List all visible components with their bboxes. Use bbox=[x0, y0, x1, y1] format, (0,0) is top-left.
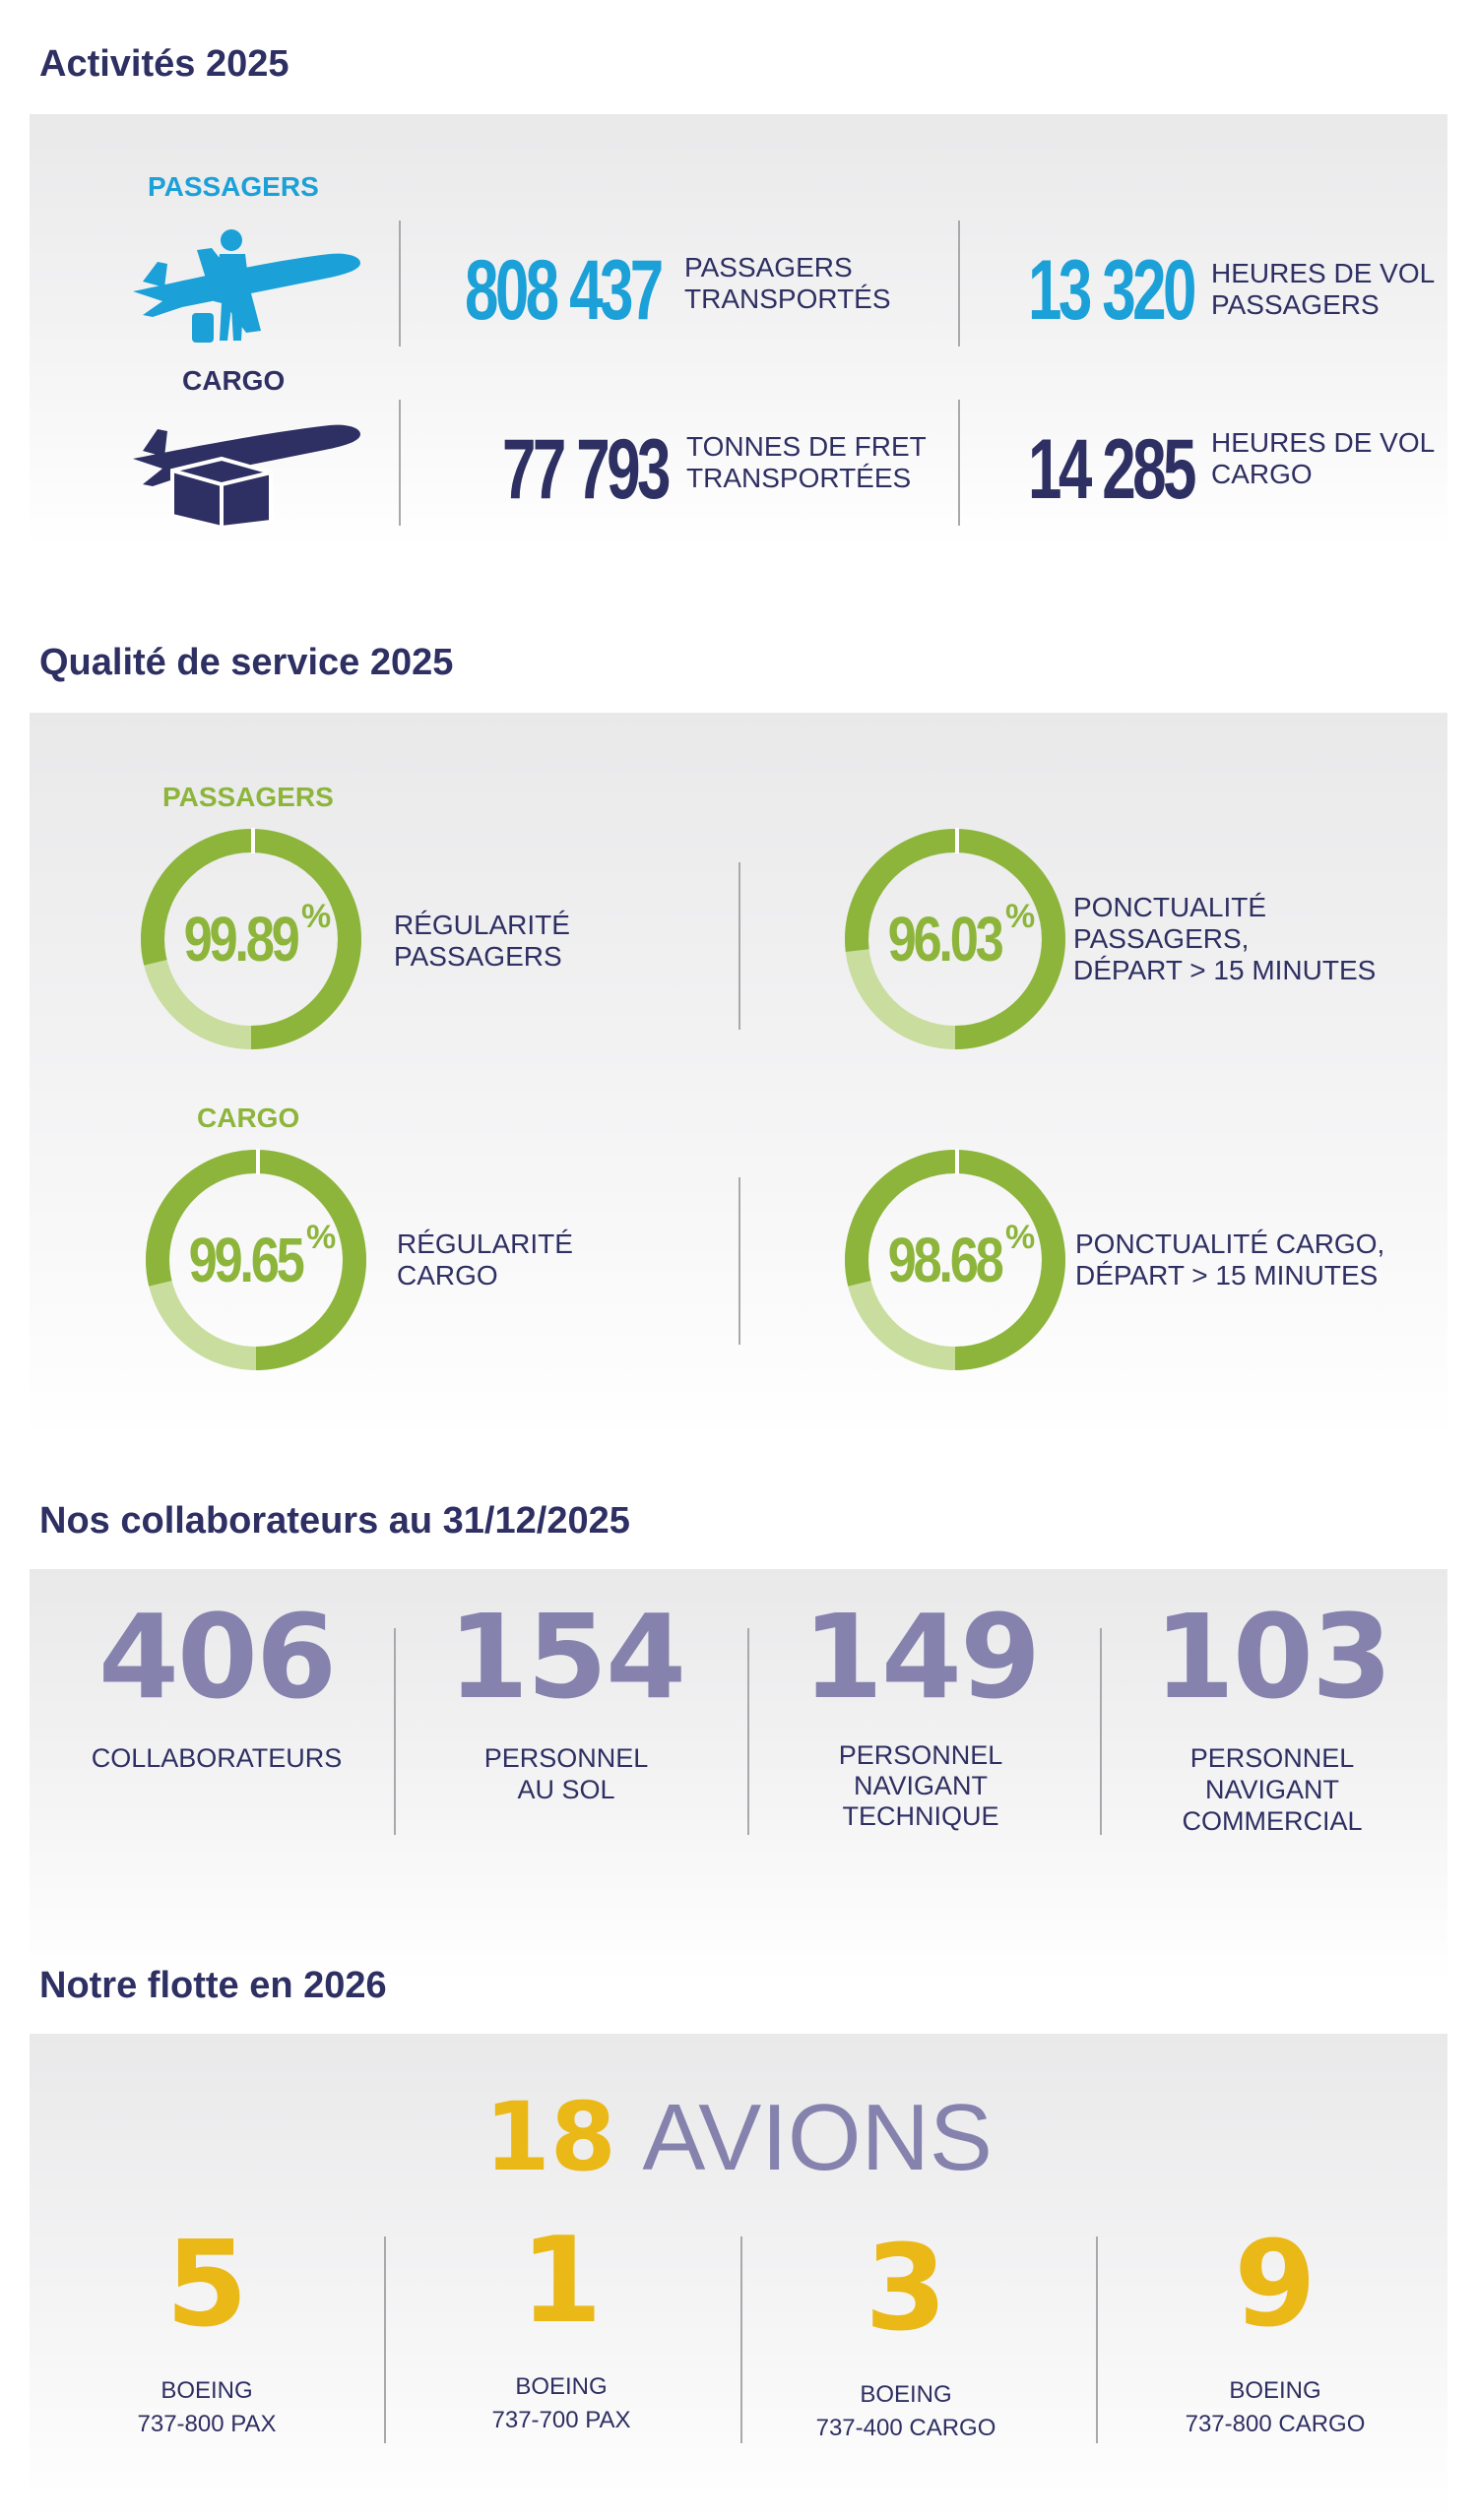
flotte-title: Notre flotte en 2026 bbox=[39, 1965, 387, 2006]
ponctualite-cargo-label: PONCTUALITÉ CARGO, DÉPART > 15 MINUTES bbox=[1075, 1228, 1385, 1291]
collab-label-pnc: PERSONNEL NAVIGANT COMMERCIAL bbox=[1182, 1743, 1363, 1836]
fleet-label-738cargo: BOEING 737-800 CARGO bbox=[1185, 2377, 1366, 2437]
collaborateurs-panel bbox=[30, 1569, 1447, 1983]
regularite-passagers-label: RÉGULARITÉ PASSAGERS bbox=[394, 910, 570, 972]
ponctualite-passagers-label: PONCTUALITÉ PASSAGERS, DÉPART > 15 MINUTES bbox=[1073, 892, 1377, 985]
fleet-total bbox=[30, 2083, 1447, 2192]
donut-value: 98.68 % bbox=[887, 1219, 1036, 1295]
divider bbox=[747, 1628, 749, 1835]
collab-value-sol: 154 bbox=[447, 1589, 685, 1725]
divider bbox=[1096, 2236, 1098, 2443]
divider bbox=[738, 1177, 740, 1345]
divider bbox=[1100, 1628, 1102, 1835]
passagers-hours-label: HEURES DE VOL PASSAGERS bbox=[1211, 258, 1436, 320]
divider bbox=[399, 400, 401, 526]
passagers-transported-label: PASSAGERS TRANSPORTÉS bbox=[684, 252, 891, 314]
fleet-total-value: 18 bbox=[484, 2082, 616, 2192]
donut-ponctualite-passagers bbox=[837, 821, 1073, 1057]
qualite-passagers-label: PASSAGERS bbox=[162, 782, 334, 812]
fleet-value-738pax: 5 bbox=[165, 2217, 248, 2354]
collab-value-pnc: 103 bbox=[1153, 1589, 1391, 1725]
cargo-plane-icon bbox=[113, 400, 369, 528]
activites-title: Activités 2025 bbox=[39, 43, 289, 85]
collab-label-sol: PERSONNEL AU SOL bbox=[483, 1743, 649, 1804]
divider bbox=[738, 862, 740, 1030]
passagers-hours-value: 13 320 bbox=[1028, 243, 1193, 338]
cargo-hours-label: HEURES DE VOL CARGO bbox=[1211, 427, 1436, 489]
fleet-total-label: AVIONS bbox=[642, 2085, 993, 2190]
divider bbox=[958, 220, 960, 346]
divider bbox=[740, 2236, 742, 2443]
collab-value-total: 406 bbox=[97, 1589, 336, 1725]
passagers-label: PASSAGERS bbox=[148, 171, 319, 202]
fleet-value-737pax: 1 bbox=[520, 2213, 603, 2350]
divider bbox=[384, 2236, 386, 2443]
fleet-label-738pax: BOEING 737-800 PAX bbox=[137, 2377, 277, 2437]
divider bbox=[394, 1628, 396, 1835]
donut-value: 99.65 % bbox=[188, 1219, 337, 1295]
cargo-label: CARGO bbox=[182, 365, 286, 396]
passenger-plane-icon bbox=[113, 222, 369, 350]
qualite-title: Qualité de service 2025 bbox=[39, 642, 454, 683]
collaborateurs-title: Nos collaborateurs au 31/12/2025 bbox=[39, 1500, 630, 1542]
collab-value-pnt: 149 bbox=[802, 1589, 1040, 1725]
donut-ponctualite-cargo bbox=[837, 1142, 1073, 1378]
fleet-value-738cargo: 9 bbox=[1234, 2217, 1316, 2354]
donut-value: 99.89 % bbox=[183, 898, 332, 975]
regularite-cargo-label: RÉGULARITÉ CARGO bbox=[397, 1228, 573, 1291]
fleet-value-734cargo: 3 bbox=[865, 2221, 947, 2358]
cargo-hours-value: 14 285 bbox=[1028, 422, 1193, 517]
fleet-label-737pax: BOEING 737-700 PAX bbox=[491, 2373, 631, 2433]
divider bbox=[958, 400, 960, 526]
qualite-panel bbox=[30, 713, 1447, 1441]
cargo-freight-label: TONNES DE FRET TRANSPORTÉES bbox=[686, 431, 927, 493]
donut-regularite-cargo bbox=[138, 1142, 374, 1378]
flotte-panel bbox=[30, 2034, 1447, 2520]
fleet-label-734cargo: BOEING 737-400 CARGO bbox=[815, 2381, 996, 2441]
qualite-cargo-label: CARGO bbox=[197, 1102, 300, 1133]
passagers-transported-value: 808 437 bbox=[465, 243, 661, 338]
divider bbox=[399, 220, 401, 346]
activites-panel bbox=[30, 114, 1447, 547]
donut-regularite-passagers bbox=[133, 821, 369, 1057]
donut-value: 96.03 % bbox=[887, 898, 1036, 975]
cargo-freight-value: 77 793 bbox=[502, 422, 668, 517]
collab-label-pnt: PERSONNEL NAVIGANT TECHNIQUE bbox=[838, 1740, 1003, 1831]
collab-label-total: COLLABORATEURS bbox=[91, 1743, 343, 1773]
